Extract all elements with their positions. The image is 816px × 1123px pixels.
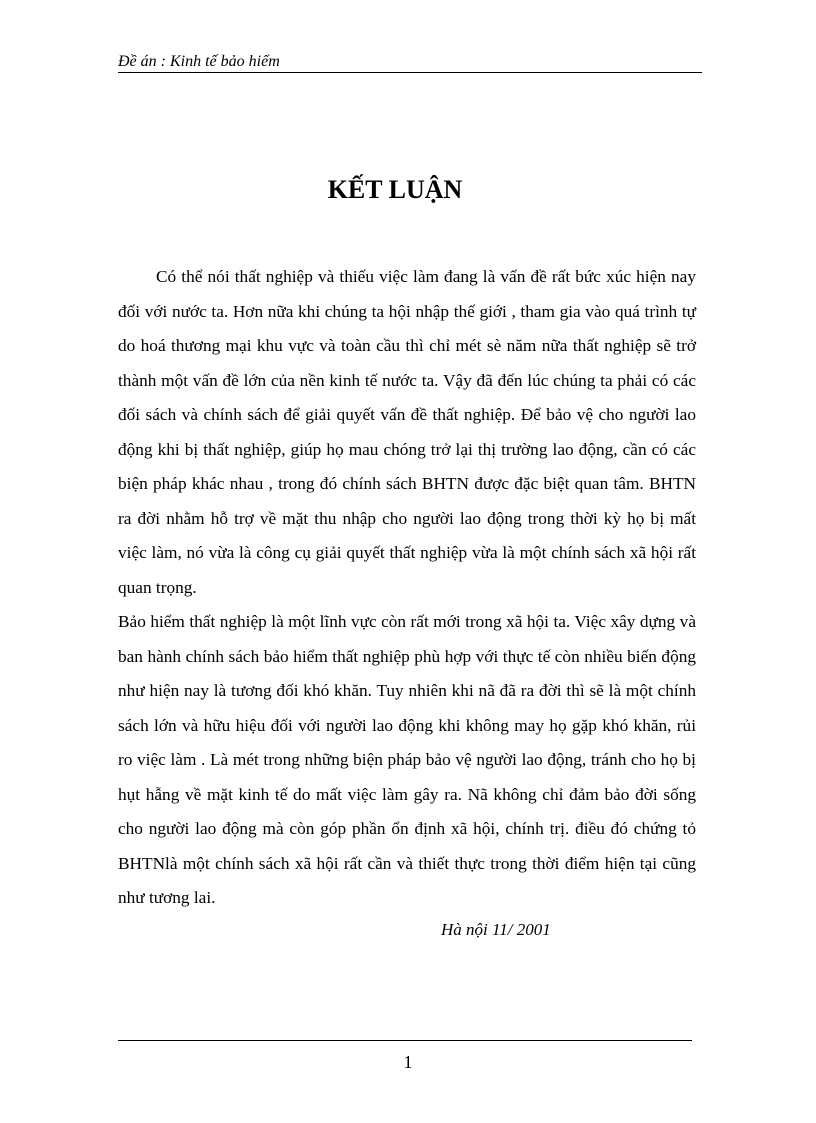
footer-divider	[118, 1040, 692, 1041]
date-signature: Hà nội 11/ 2001	[441, 920, 551, 939]
paragraph-2: Bảo hiểm thất nghiệp là một lĩnh vực còn rất mới trong xã hội ta. Việc xây dựng và ban hành chính sách bảo hiểm thất nghiệp phù hợp với thực tế còn nhiều biến động như hiện nay là tương đối khó khăn. Tuy nhiên khi nã đã ra đời thì sẽ là một chính sách lớn và hữu hiệu đối với người lao động khi không may họ gặp khó khăn, rủi ro việc làm . Là mét trong những biện pháp bảo vệ người lao động, tránh cho họ bị hụt hẫng về mặt kinh tế do mất việc làm gây ra. Nã không chỉ đảm bảo đời sống cho người lao động mà còn góp phần ổn định xã hội, chính trị. điều đó chứng tỏ BHTNlà một chính sách xã hội rất cần và thiết thực trong thời điểm hiện tại cũng như tương lai.	[118, 612, 696, 907]
page-title: KẾT LUẬN	[327, 175, 463, 204]
page-header: Đề án : Kinh tế bảo hiểm	[118, 52, 702, 73]
page-number: 1	[403, 1052, 413, 1072]
document-body	[118, 260, 696, 916]
paragraph-1: Có thể nói thất nghiệp và thiếu việc làm đang là vấn đề rất bức xúc hiện nay đối với nước ta. Hơn nữa khi chúng ta hội nhập thế giới , tham gia vào quá trình tự do hoá thương mại khu vực và toàn cầu thì chỉ mét sè năm nữa thất nghiệp sẽ trở thành một vấn đề lớn của nền kinh tế nước ta. Vậy đã đến lúc chúng ta phải có các đối sách và chính sách để giải quyết vấn đề thất nghiệp. Để bảo vệ cho người lao động khi bị thất nghiệp, giúp họ mau chóng trở lại thị trường lao động, cần có các biện pháp khác nhau , trong đó chính sách BHTN được đặc biệt quan tâm. BHTN ra đời nhằm hỗ trợ về mặt thu nhập cho người lao động trong thời kỳ họ bị mất việc làm, nó vừa là công cụ giải quyết thất nghiệp vừa là một chính sách xã hội rất quan trọng.	[118, 267, 696, 597]
